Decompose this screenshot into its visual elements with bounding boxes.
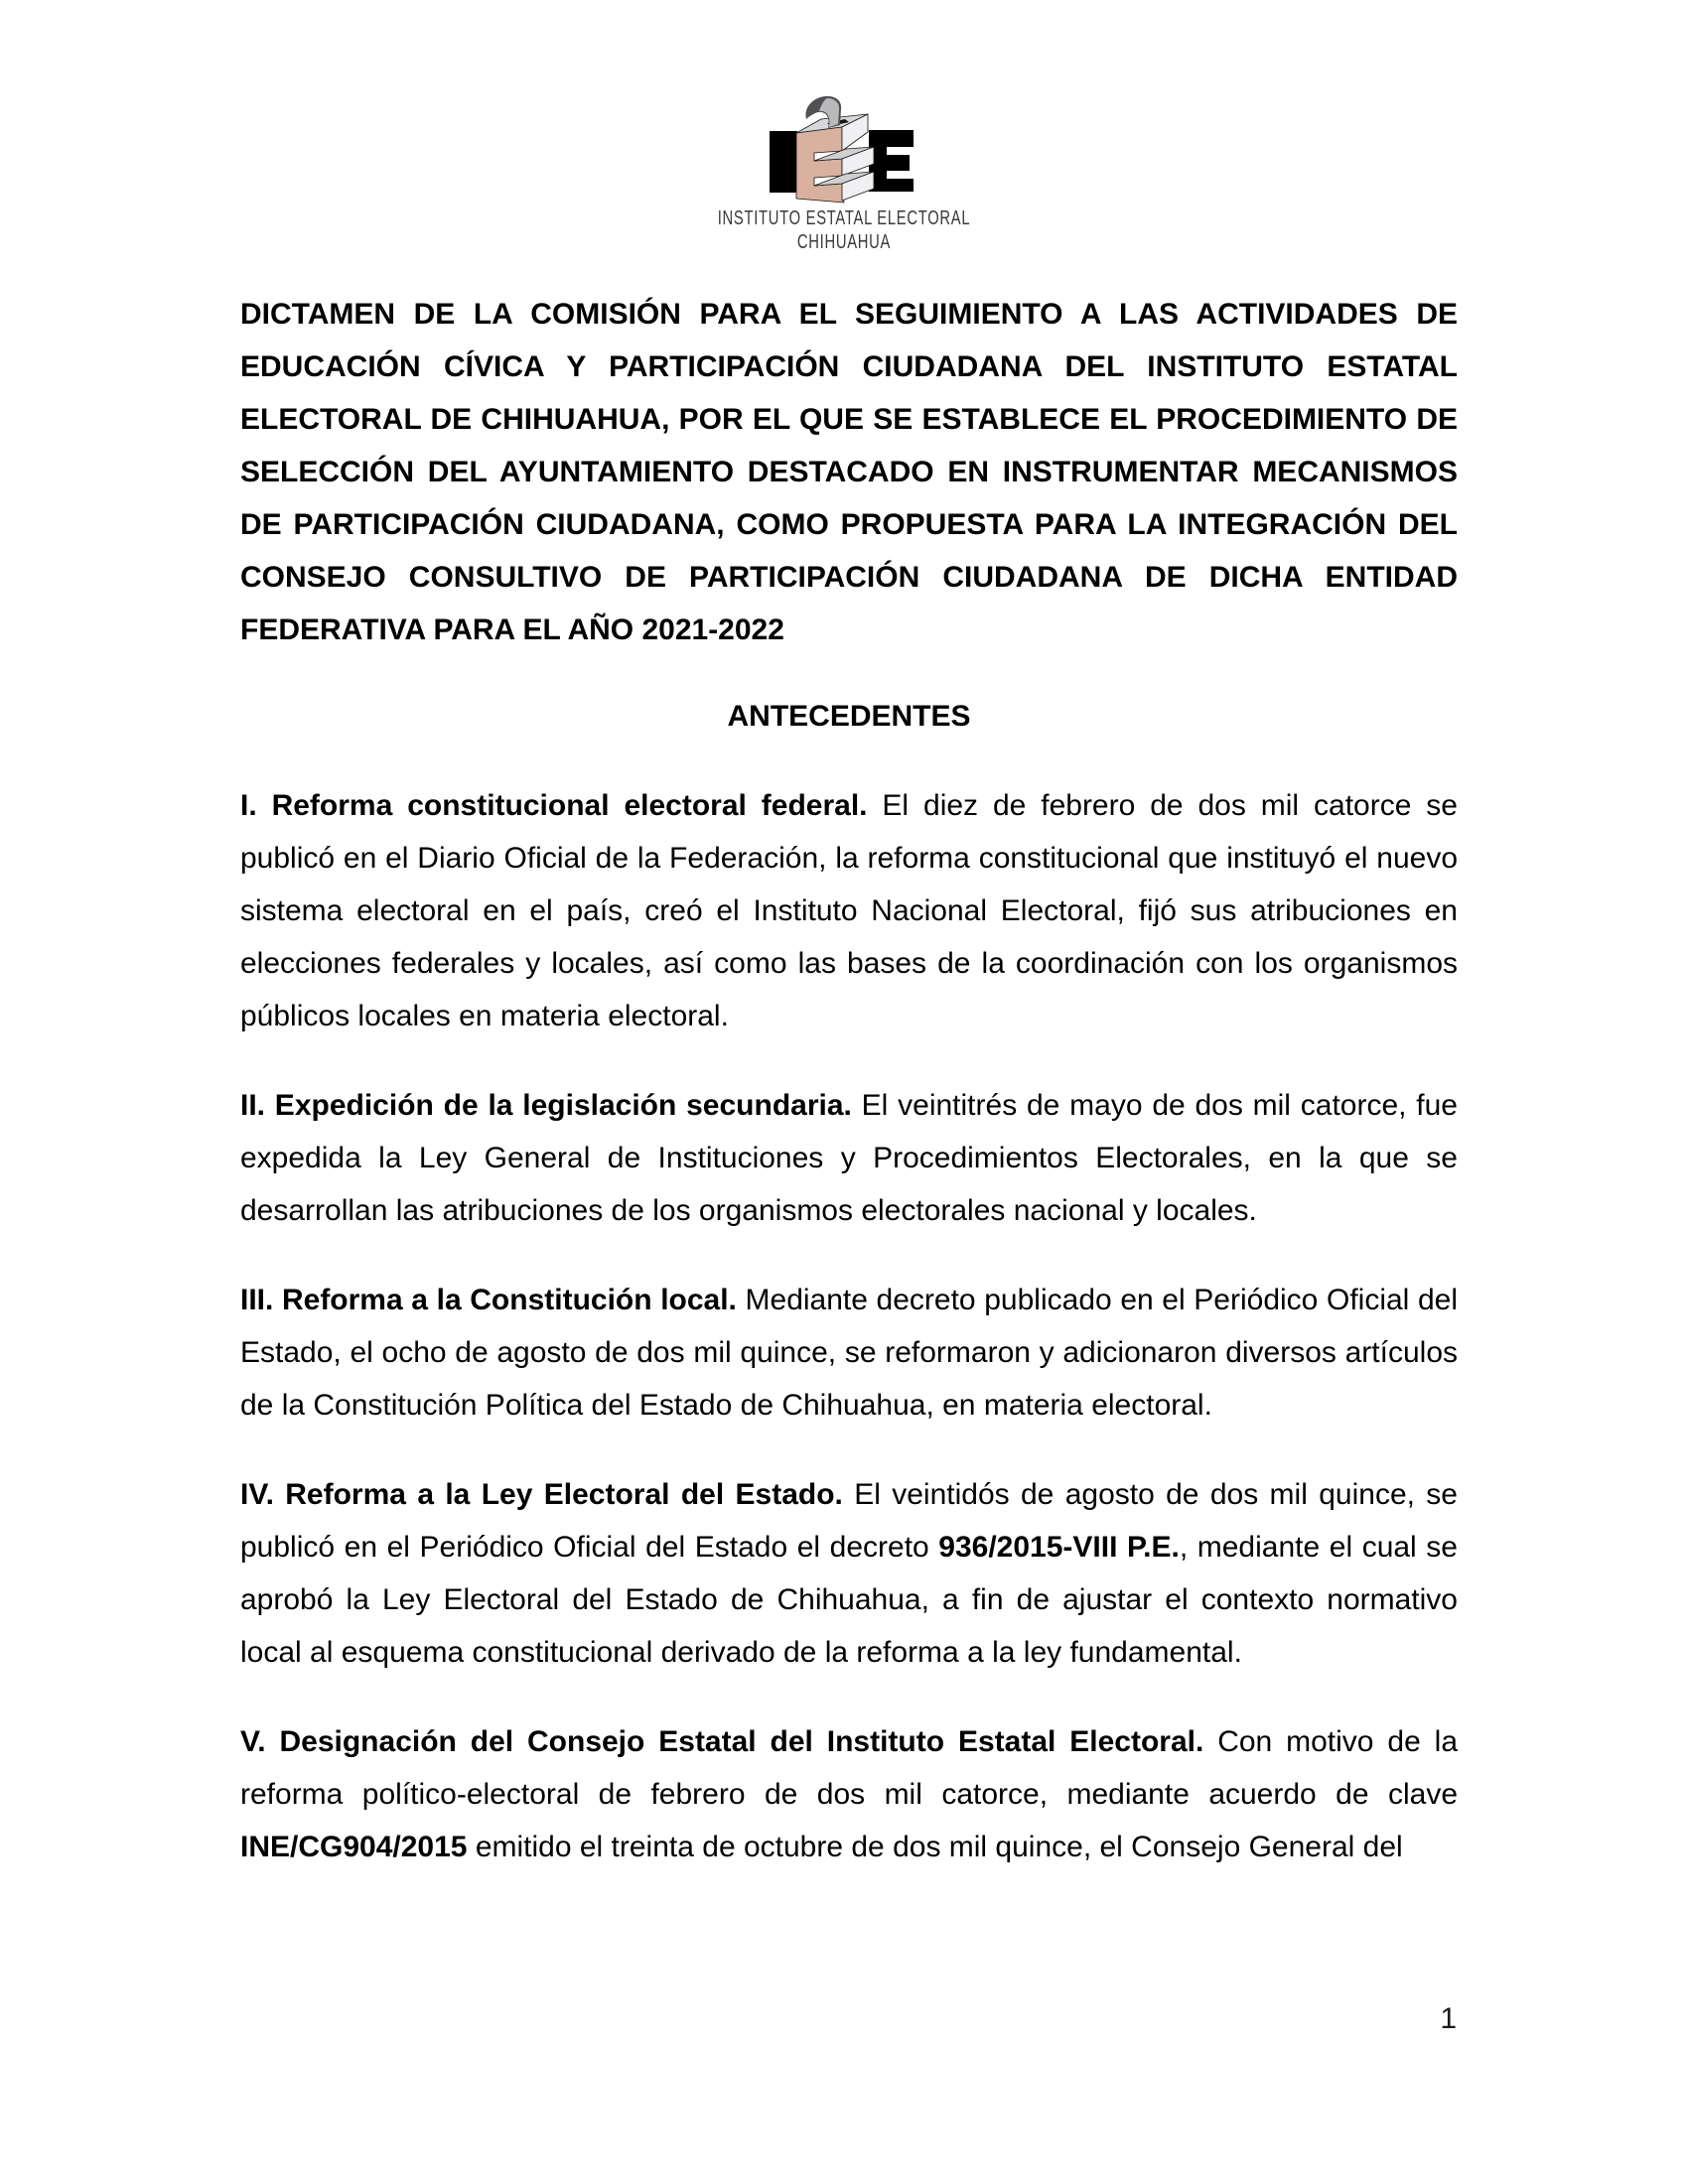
paragraph-list bbox=[240, 779, 1458, 1873]
document-body bbox=[240, 288, 1458, 1873]
body-paragraph-4 bbox=[240, 1468, 1458, 1679]
org-city: CHIHUAHUA bbox=[796, 230, 892, 253]
paragraph-text-run: El diez de febrero de dos mil catorce se publicó en el Diario Oficial de la Federación, la reforma constitucional que instituyó el nuevo sistema electoral en el país, creó el Instituto Nacional Electoral, fijó sus atribuciones en elecciones federales y locales, así como las bases de la coordinación con los organismos públicos locales en materia electoral. bbox=[240, 789, 1458, 1032]
paragraph-text-run: Mediante decreto publicado en el Periódico Oficial del Estado, el ocho de agosto de dos mil quince, se reformaron y adicionaron diversos artículos de la Constitución Política del Estado de Chihuahua, en materia electoral. bbox=[240, 1284, 1458, 1422]
logo bbox=[0, 91, 1688, 254]
paragraph-text-run: El veintidós de agosto de dos mil quince, se publicó en el Periódico Oficial del Estado el decreto bbox=[240, 1478, 1458, 1564]
paragraph-bold-run: II. Expedición de la legislación secundaria. bbox=[240, 1089, 852, 1122]
logo-wordmark bbox=[236, 206, 1452, 254]
paragraph-text-run: , mediante el cual se aprobó la Ley Electoral del Estado de Chihuahua, a fin de ajustar el contexto normativo local al esquema constitucional derivado de la reforma a la ley fundamental. bbox=[240, 1531, 1458, 1669]
body-paragraph-3 bbox=[240, 1274, 1458, 1432]
paragraph-bold-run: I. Reforma constitucional electoral federal. bbox=[240, 789, 868, 822]
paragraph-bold-run: V. Designación del Consejo Estatal del Instituto Estatal Electoral. bbox=[240, 1725, 1204, 1758]
body-paragraph-5 bbox=[240, 1715, 1458, 1873]
section-heading: ANTECEDENTES bbox=[727, 700, 971, 733]
paragraph-bold-run: III. Reforma a la Constitución local. bbox=[240, 1284, 737, 1316]
body-paragraph-2 bbox=[240, 1079, 1458, 1237]
page-number: 1 bbox=[1440, 2002, 1457, 2035]
org-name: INSTITUTO ESTATAL ELECTORAL bbox=[717, 206, 971, 229]
paragraph-text-run: El veintitrés de mayo de dos mil catorce, fue expedida la Ley General de Instituciones y Procedimientos Electorales, en la que se desarrollan las atribuciones de los organismos electorales nacional y locales. bbox=[240, 1089, 1458, 1227]
paragraph-bold-run: 936/2015-VIII P.E. bbox=[938, 1531, 1180, 1564]
paragraph-bold-run: INE/CG904/2015 bbox=[240, 1831, 468, 1863]
document-title: DICTAMEN DE LA COMISIÓN PARA EL SEGUIMIENTO A LAS ACTIVIDADES DE EDUCACIÓN CÍVICA Y PARTICIPACIÓN CIUDADANA DEL INSTITUTO ESTATAL ELECTORAL DE CHIHUAHUA, POR EL QUE SE ESTABLECE EL PROCEDIMIENTO DE SELECCIÓN DEL AYUNTAMIENTO DESTACADO EN INSTRUMENTAR MECANISMOS DE PARTICIPACIÓN CIUDADANA, COMO PROPUESTA PARA LA INTEGRACIÓN DEL CONSEJO CONSULTIVO DE PARTICIPACIÓN CIUDADANA DE DICHA ENTIDAD FEDERATIVA PARA EL AÑO 2021-2022 bbox=[240, 298, 1458, 646]
paragraph-bold-run: IV. Reforma a la Ley Electoral del Estado. bbox=[240, 1478, 843, 1511]
logo-letter-e-black bbox=[869, 130, 914, 192]
paragraph-text-run: emitido el treinta de octubre de dos mil quince, el Consejo General del bbox=[467, 1831, 1403, 1863]
body-paragraph-1 bbox=[240, 779, 1458, 1042]
ballot-box-front bbox=[796, 127, 844, 203]
logo-letter-i bbox=[770, 131, 797, 193]
iee-logo-icon bbox=[770, 91, 918, 205]
paragraph-text-run: Con motivo de la reforma político-electoral de febrero de dos mil catorce, mediante acuerdo de clave bbox=[240, 1725, 1458, 1811]
